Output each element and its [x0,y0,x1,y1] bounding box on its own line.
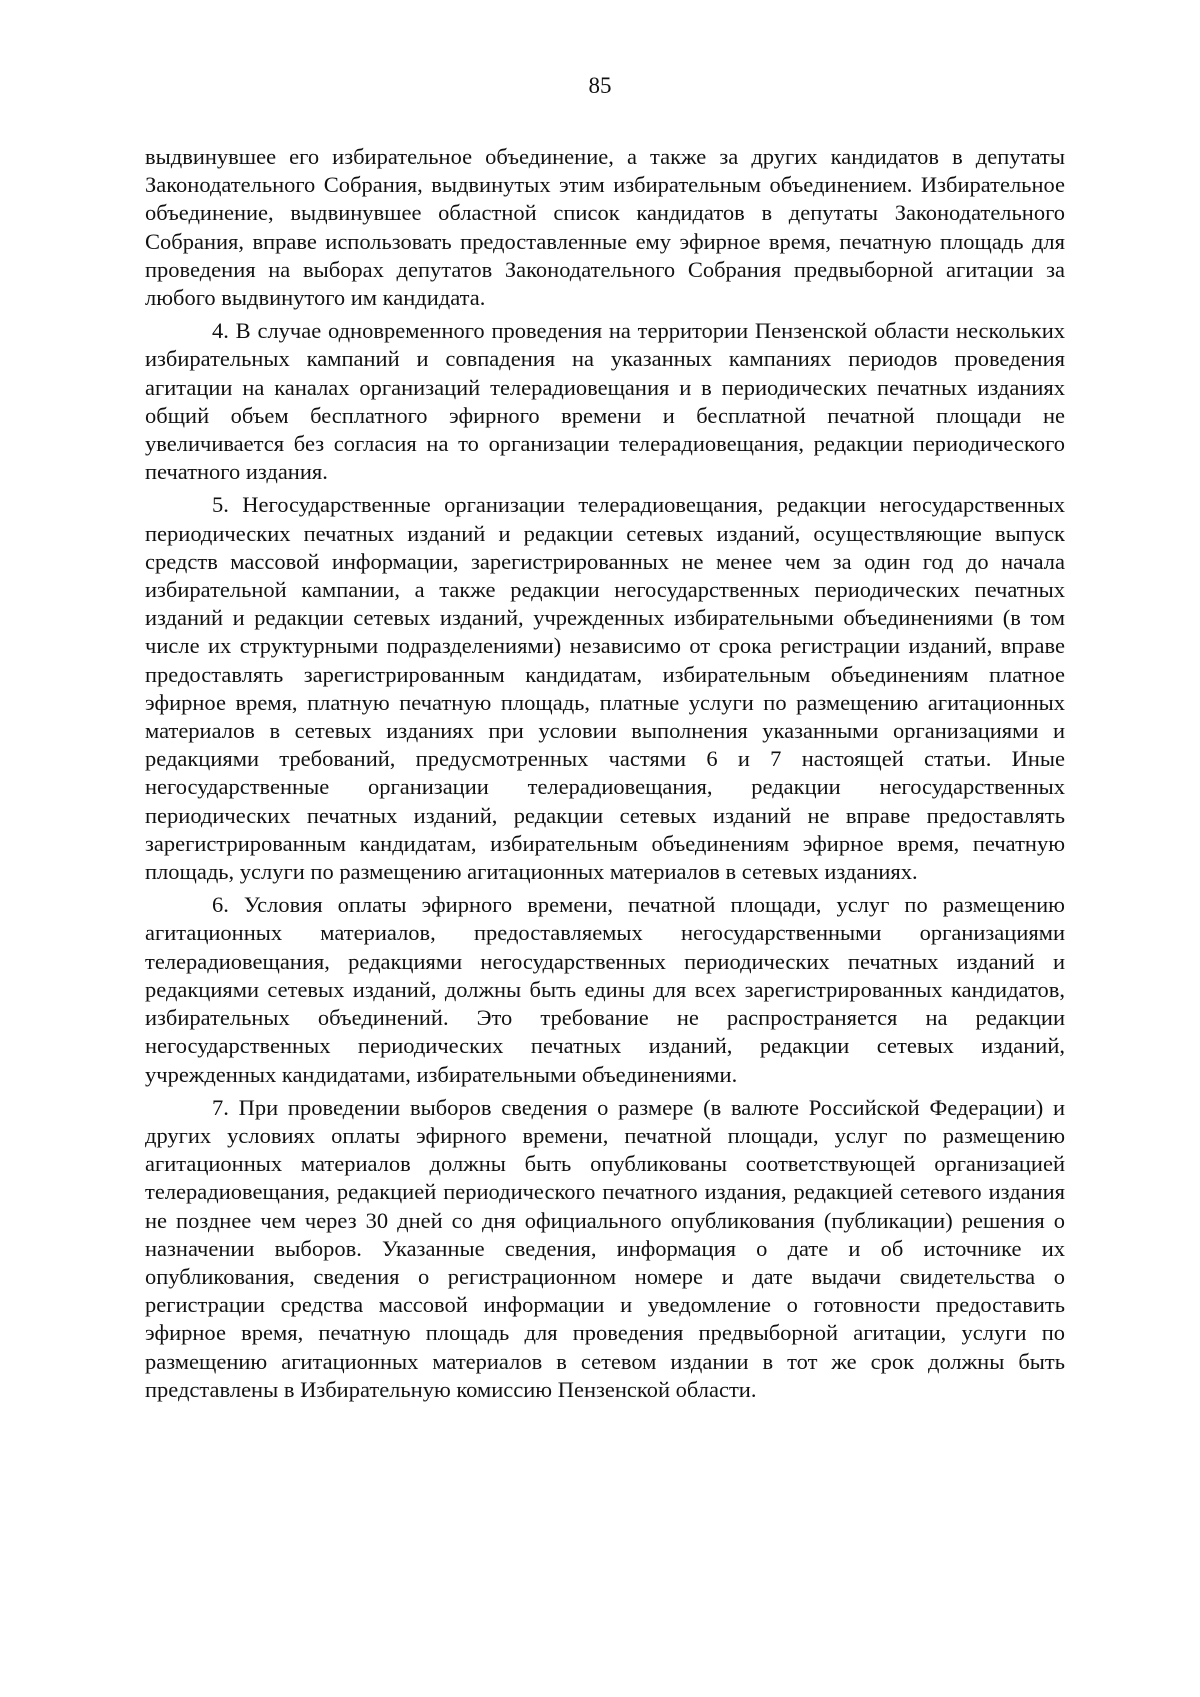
paragraph-item-7: 7. При проведении выборов сведения о размере (в валюте Российской Федерации) и других условиях оплаты эфирного времени, печатной площади, услуг по размещению агитационных материалов должны быть опубликованы соответствующей организацией телерадиовещания, редакцией периодического печатного издания, редакцией сетевого издания не позднее чем через 30 дней со дня официального опубликования (публикации) решения о назначении выборов. Указанные сведения, информация о дате и об источнике их опубликования, сведения о регистрационном номере и дате выдачи свидетельства о регистрации средства массовой информации и уведомление о готовности предоставить эфирное время, печатную площадь для проведения предвыборной агитации, услуги по размещению агитационных материалов в сетевом издании в тот же срок должны быть представлены в Избирательную комиссию Пензенской области. [145,1094,1065,1402]
paragraph-item-5: 5. Негосударственные организации телерадиовещания, редакции негосударственных периодических печатных изданий и редакции сетевых изданий, осуществляющие выпуск средств массовой информации, зарегистрированных не менее чем за один год до начала избирательной кампании, а также редакции негосударственных периодических печатных изданий и редакции сетевых изданий, учрежденных избирательными объединениями (в том числе их структурными подразделениями) независимо от срока регистрации изданий, вправе предоставлять зарегистрированным кандидатам, избирательным объединениям платное эфирное время, платную печатную площадь, платные услуги по размещению агитационных материалов в сетевых изданиях при условии выполнения указанными организациями и редакциями требований, предусмотренных частями 6 и 7 настоящей статьи. Иные негосударственные организации телерадиовещания, редакции негосударственных периодических печатных изданий, редакции сетевых изданий не вправе предоставлять зарегистрированным кандидатам, избирательным объединениям эфирное время, печатную площадь, услуги по размещению агитационных материалов в сетевых изданиях. [145,492,1065,885]
paragraph-continuation: выдвинувшее его избирательное объединение, а также за других кандидатов в депутаты Законодательного Собрания, выдвинутых этим избирательным объединением. Избирательное объединение, выдвинувшее областной список кандидатов в депутаты Законодательного Собрания, вправе использовать предоставленные ему эфирное время, печатную площадь для проведения на выборах депутатов Законодательного Собрания предвыборной агитации за любого выдвинутого им кандидата. [145,144,1065,311]
paragraph-item-4: 4. В случае одновременного проведения на территории Пензенской области нескольких избирательных кампаний и совпадения на указанных кампаниях периодов проведения агитации на каналах организаций телерадиовещания и в периодических печатных изданиях общий объем бесплатного эфирного времени и бесплатной печатной площади не увеличивается без согласия на то организации телерадиовещания, редакции периодического печатного издания. [145,318,1065,485]
paragraph-item-6: 6. Условия оплаты эфирного времени, печатной площади, услуг по размещению агитационных материалов, предоставляемых негосударственными организациями телерадиовещания, редакциями негосударственных периодических печатных изданий и редакциями сетевых изданий, должны быть едины для всех зарегистрированных кандидатов, избирательных объединений. Это требование не распространяется на редакции негосударственных периодических печатных изданий, редакции сетевых изданий, учрежденных кандидатами, избирательными объединениями. [145,892,1065,1087]
document-body [145,143,1065,1404]
page-number: 85 [588,73,612,98]
